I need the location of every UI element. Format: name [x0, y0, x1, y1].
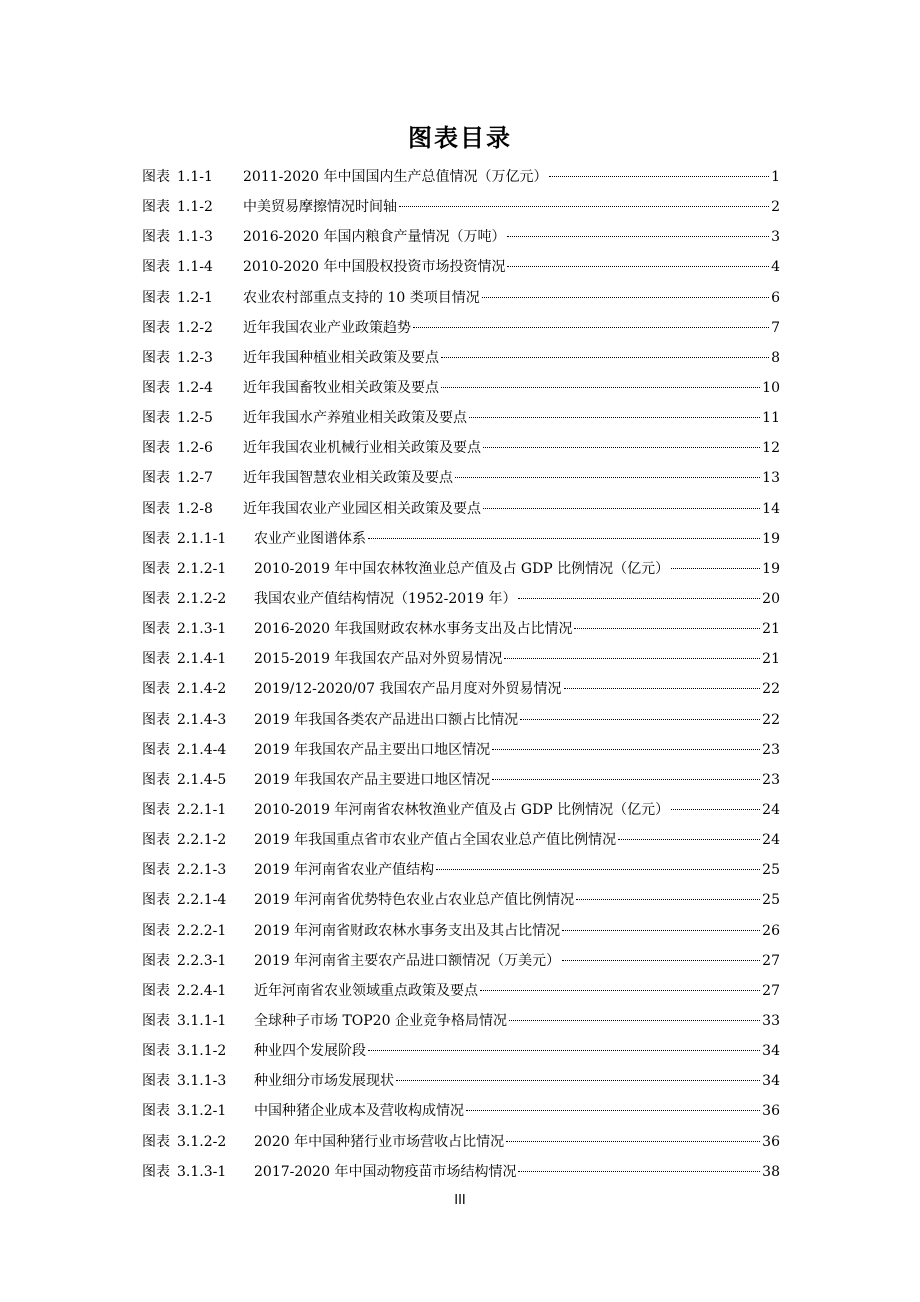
toc-entry-page: 27: [762, 952, 780, 969]
toc-entry[interactable]: [142, 795, 780, 825]
toc-leader-dots: [618, 839, 760, 840]
toc-leader-dots: [574, 628, 760, 629]
toc-entry-number: 1.2-6: [177, 440, 213, 457]
toc-entry-page: 21: [762, 651, 780, 668]
toc-entry-page: 34: [762, 1073, 780, 1090]
toc-entry-number: 2.1.4-5: [177, 771, 227, 788]
toc-leader-dots: [576, 899, 760, 900]
toc-entry-caption: 2019 年河南省财政农林水事务支出及其占比情况: [254, 922, 561, 939]
toc-entry-page: 23: [762, 771, 780, 788]
toc-entry-number: 1.2-3: [177, 349, 213, 366]
toc-entry[interactable]: [142, 1127, 780, 1157]
toc-entry-caption: 2019 年河南省主要农产品进口额情况（万美元）: [254, 952, 561, 969]
page-title: 图表目录: [408, 124, 512, 152]
toc-entry-caption: 2019 年我国农产品主要出口地区情况: [254, 741, 491, 758]
toc-entry-number: 2.1.4-3: [177, 711, 227, 728]
toc-entry-number: 1.1-2: [177, 199, 213, 216]
toc-entry-page: 38: [762, 1163, 780, 1180]
toc-entry-prefix: 图表: [142, 1012, 170, 1029]
toc-entry-prefix: 图表: [142, 410, 170, 427]
toc-entry-prefix: 图表: [142, 289, 170, 306]
toc-entry-caption: 近年我国种植业相关政策及要点: [243, 349, 439, 366]
toc-entry[interactable]: [142, 1096, 780, 1126]
toc-entry[interactable]: [142, 1066, 780, 1096]
toc-entry[interactable]: [142, 524, 780, 554]
toc-entry-prefix: 图表: [142, 922, 170, 939]
toc-entry[interactable]: [142, 705, 780, 735]
toc-entry-caption: 2016-2020 年我国财政农林水事务支出及占比情况: [254, 621, 573, 638]
toc-entry[interactable]: [142, 885, 780, 915]
toc-entry-number: 2.2.4-1: [177, 982, 227, 999]
toc-entry-number: 2.2.3-1: [177, 952, 227, 969]
toc-entry[interactable]: [142, 252, 780, 282]
toc-entry-number: 1.2-1: [177, 289, 213, 306]
toc-leader-dots: [549, 176, 769, 177]
toc-leader-dots: [492, 749, 760, 750]
toc-entry-prefix: 图表: [142, 982, 170, 999]
toc-entry[interactable]: [142, 946, 780, 976]
toc-leader-dots: [413, 327, 769, 328]
toc-leader-dots: [492, 779, 760, 780]
toc-entry-number: 2.1.4-2: [177, 681, 227, 698]
toc-entry[interactable]: [142, 916, 780, 946]
toc-entry[interactable]: [142, 433, 780, 463]
toc-entry-caption: 近年我国农业机械行业相关政策及要点: [243, 440, 481, 457]
toc-entry-page: 1: [771, 169, 780, 185]
toc-leader-dots: [480, 990, 760, 991]
toc-entry-prefix: 图表: [142, 1103, 170, 1120]
toc-leader-dots: [368, 538, 760, 539]
toc-entry[interactable]: [142, 463, 780, 493]
toc-entry-caption: 近年我国农业产业园区相关政策及要点: [243, 500, 481, 517]
toc-entry-page: 3: [771, 229, 780, 246]
toc-entry-number: 1.1-4: [177, 259, 213, 276]
toc-entry-caption: 农业农村部重点支持的 10 类项目情况: [243, 289, 480, 306]
toc-leader-dots: [436, 869, 760, 870]
toc-leader-dots: [455, 477, 760, 478]
toc-leader-dots: [399, 206, 769, 207]
toc-entry-caption: 2011-2020 年中国国内生产总值情况（万亿元）: [243, 169, 548, 185]
toc-entry-prefix: 图表: [142, 229, 170, 246]
toc-entry-page: 36: [762, 1133, 780, 1150]
toc-entry-page: 6: [771, 289, 780, 306]
toc-leader-dots: [518, 598, 760, 599]
toc-leader-dots: [441, 387, 760, 388]
toc-entry[interactable]: [142, 735, 780, 765]
toc-entry-number: 1.2-4: [177, 379, 213, 396]
toc-entry[interactable]: [142, 494, 780, 524]
toc-entry-page: 19: [762, 560, 780, 577]
toc-entry-number: 2.1.3-1: [177, 621, 227, 638]
toc-entry-number: 2.2.2-1: [177, 922, 227, 939]
toc-entry-caption: 2019 年河南省农业产值结构: [254, 862, 435, 879]
toc-entry-number: 2.2.1-2: [177, 832, 227, 849]
toc-entry-page: 20: [762, 590, 780, 607]
toc-entry-caption: 中美贸易摩擦情况时间轴: [243, 199, 397, 216]
toc-entry-page: 22: [762, 681, 780, 698]
toc-leader-dots: [396, 1080, 760, 1081]
toc-entry-page: 12: [762, 440, 780, 457]
toc-entry-number: 2.1.2-2: [177, 590, 227, 607]
toc-entry-page: 33: [762, 1012, 780, 1029]
toc-entry-prefix: 图表: [142, 862, 170, 879]
toc-entry-prefix: 图表: [142, 259, 170, 276]
toc-entry-page: 26: [762, 922, 780, 939]
toc-entry-number: 3.1.3-1: [177, 1163, 227, 1180]
toc-entry-page: 25: [762, 892, 780, 909]
toc-entry-prefix: 图表: [142, 1163, 170, 1180]
toc-entry-page: 8: [771, 349, 780, 366]
toc-entry-number: 2.1.2-1: [177, 560, 227, 577]
toc-entry-caption: 近年河南省农业领域重点政策及要点: [254, 982, 478, 999]
toc-entry[interactable]: [142, 192, 780, 222]
toc-entry-prefix: 图表: [142, 741, 170, 758]
toc-entry-number: 3.1.1-2: [177, 1043, 227, 1060]
figure-toc-list: [142, 162, 780, 1187]
toc-entry-caption: 近年我国畜牧业相关政策及要点: [243, 379, 439, 396]
toc-entry[interactable]: [142, 614, 780, 644]
toc-entry-number: 2.2.1-4: [177, 892, 227, 909]
toc-entry-prefix: 图表: [142, 349, 170, 366]
toc-entry-number: 1.1-1: [177, 169, 213, 185]
toc-entry-prefix: 图表: [142, 500, 170, 517]
toc-entry-prefix: 图表: [142, 470, 170, 487]
toc-entry[interactable]: [142, 1006, 780, 1036]
toc-entry-caption: 2010-2019 年河南省农林牧渔业产值及占 GDP 比例情况（亿元）: [254, 801, 670, 818]
toc-leader-dots: [368, 1050, 760, 1051]
toc-entry-caption: 2015-2019 年我国农产品对外贸易情况: [254, 651, 503, 668]
toc-entry-caption: 2019 年河南省优势特色农业占农业总产值比例情况: [254, 892, 575, 909]
toc-entry-caption: 中国种猪企业成本及营收构成情况: [254, 1103, 464, 1120]
toc-entry-page: 2: [771, 199, 780, 216]
toc-entry-page: 13: [762, 470, 780, 487]
toc-entry-number: 1.2-5: [177, 410, 213, 427]
toc-leader-dots: [562, 930, 760, 931]
toc-entry-prefix: 图表: [142, 560, 170, 577]
toc-entry-number: 2.2.1-3: [177, 862, 227, 879]
toc-entry[interactable]: [142, 554, 780, 584]
toc-entry[interactable]: [142, 283, 780, 313]
toc-entry[interactable]: [142, 976, 780, 1006]
toc-entry[interactable]: [142, 1036, 780, 1066]
toc-entry-number: 2.1.4-1: [177, 651, 227, 668]
toc-entry-page: 7: [771, 319, 780, 336]
toc-entry-prefix: 图表: [142, 590, 170, 607]
toc-entry-caption: 全球种子市场 TOP20 企业竞争格局情况: [254, 1012, 507, 1029]
toc-leader-dots: [509, 1020, 760, 1021]
toc-entry-page: 14: [762, 500, 780, 517]
toc-leader-dots: [671, 568, 760, 569]
toc-entry-number: 1.2-7: [177, 470, 213, 487]
toc-entry-page: 22: [762, 711, 780, 728]
toc-entry[interactable]: [142, 162, 780, 192]
toc-entry-prefix: 图表: [142, 621, 170, 638]
toc-leader-dots: [441, 357, 769, 358]
toc-entry-page: 10: [762, 379, 780, 396]
toc-entry-number: 1.2-8: [177, 500, 213, 517]
toc-entry-prefix: 图表: [142, 440, 170, 457]
toc-leader-dots: [506, 1141, 760, 1142]
toc-entry-caption: 近年我国农业产业政策趋势: [243, 319, 411, 336]
toc-entry-caption: 2010-2020 年中国股权投资市场投资情况: [243, 259, 506, 276]
toc-leader-dots: [466, 1110, 760, 1111]
toc-entry-caption: 2010-2019 年中国农林牧渔业总产值及占 GDP 比例情况（亿元）: [254, 560, 670, 577]
toc-entry-number: 2.1.1-1: [177, 530, 227, 547]
toc-entry[interactable]: [142, 1157, 780, 1187]
toc-leader-dots: [507, 236, 769, 237]
toc-entry-caption: 我国农业产值结构情况（1952-2019 年）: [254, 590, 517, 607]
toc-entry[interactable]: [142, 765, 780, 795]
toc-leader-dots: [483, 508, 760, 509]
toc-leader-dots: [483, 447, 760, 448]
toc-entry-caption: 2020 年中国种猪行业市场营收占比情况: [254, 1133, 505, 1150]
toc-entry-number: 3.1.2-2: [177, 1133, 227, 1150]
toc-entry-caption: 2019 年我国重点省市农业产值占全国农业总产值比例情况: [254, 832, 617, 849]
toc-entry-page: 23: [762, 741, 780, 758]
toc-entry-caption: 农业产业图谱体系: [254, 530, 366, 547]
toc-leader-dots: [504, 658, 760, 659]
toc-entry-prefix: 图表: [142, 892, 170, 909]
toc-entry-page: 21: [762, 621, 780, 638]
toc-entry-prefix: 图表: [142, 1073, 170, 1090]
toc-entry-number: 2.1.4-4: [177, 741, 227, 758]
toc-entry-prefix: 图表: [142, 1043, 170, 1060]
toc-entry-caption: 2019/12-2020/07 我国农产品月度对外贸易情况: [254, 681, 562, 698]
toc-leader-dots: [562, 960, 760, 961]
toc-entry[interactable]: [142, 644, 780, 674]
toc-entry[interactable]: [142, 373, 780, 403]
toc-entry-page: 34: [762, 1043, 780, 1060]
toc-entry-page: 27: [762, 982, 780, 999]
toc-entry-caption: 近年我国水产养殖业相关政策及要点: [243, 410, 467, 427]
toc-entry-number: 1.1-3: [177, 229, 213, 246]
toc-entry-prefix: 图表: [142, 651, 170, 668]
toc-entry[interactable]: [142, 584, 780, 614]
toc-entry-caption: 种业细分市场发展现状: [254, 1073, 394, 1090]
toc-entry-page: 19: [762, 530, 780, 547]
toc-entry[interactable]: [142, 674, 780, 704]
toc-entry-prefix: 图表: [142, 832, 170, 849]
toc-leader-dots: [518, 1171, 760, 1172]
toc-entry-prefix: 图表: [142, 711, 170, 728]
toc-entry-caption: 2019 年我国农产品主要进口地区情况: [254, 771, 491, 788]
toc-leader-dots: [469, 417, 760, 418]
toc-entry-prefix: 图表: [142, 379, 170, 396]
toc-entry-number: 1.2-2: [177, 319, 213, 336]
toc-entry-page: 11: [762, 410, 780, 427]
toc-entry-prefix: 图表: [142, 319, 170, 336]
toc-entry-number: 3.1.2-1: [177, 1103, 227, 1120]
toc-entry[interactable]: [142, 343, 780, 373]
toc-leader-dots: [482, 297, 769, 298]
toc-entry-caption: 2016-2020 年国内粮食产量情况（万吨）: [243, 229, 506, 246]
toc-entry-page: 24: [762, 801, 780, 818]
toc-entry-prefix: 图表: [142, 530, 170, 547]
toc-entry-prefix: 图表: [142, 801, 170, 818]
toc-leader-dots: [520, 719, 760, 720]
toc-entry[interactable]: [142, 313, 780, 343]
toc-entry-page: 24: [762, 832, 780, 849]
toc-entry-prefix: 图表: [142, 169, 170, 185]
toc-entry-page: 36: [762, 1103, 780, 1120]
toc-entry[interactable]: [142, 222, 780, 252]
toc-entry-page: 4: [771, 259, 780, 276]
toc-entry-prefix: 图表: [142, 1133, 170, 1150]
toc-leader-dots: [507, 266, 769, 267]
toc-entry-number: 3.1.1-1: [177, 1012, 227, 1029]
toc-entry-prefix: 图表: [142, 681, 170, 698]
toc-entry-page: 25: [762, 862, 780, 879]
toc-entry-number: 3.1.1-3: [177, 1073, 227, 1090]
toc-entry-caption: 2019 年我国各类农产品进出口额占比情况: [254, 711, 519, 728]
toc-entry-prefix: 图表: [142, 199, 170, 216]
toc-leader-dots: [564, 688, 761, 689]
toc-entry-caption: 种业四个发展阶段: [254, 1043, 366, 1060]
toc-entry-caption: 2017-2020 年中国动物疫苗市场结构情况: [254, 1163, 517, 1180]
toc-entry[interactable]: [142, 403, 780, 433]
page-number: III: [454, 1193, 466, 1208]
toc-entry-prefix: 图表: [142, 771, 170, 788]
toc-leader-dots: [671, 809, 760, 810]
toc-entry-prefix: 图表: [142, 952, 170, 969]
toc-entry[interactable]: [142, 825, 780, 855]
toc-entry[interactable]: [142, 855, 780, 885]
toc-entry-number: 2.2.1-1: [177, 801, 227, 818]
toc-entry-caption: 近年我国智慧农业相关政策及要点: [243, 470, 453, 487]
